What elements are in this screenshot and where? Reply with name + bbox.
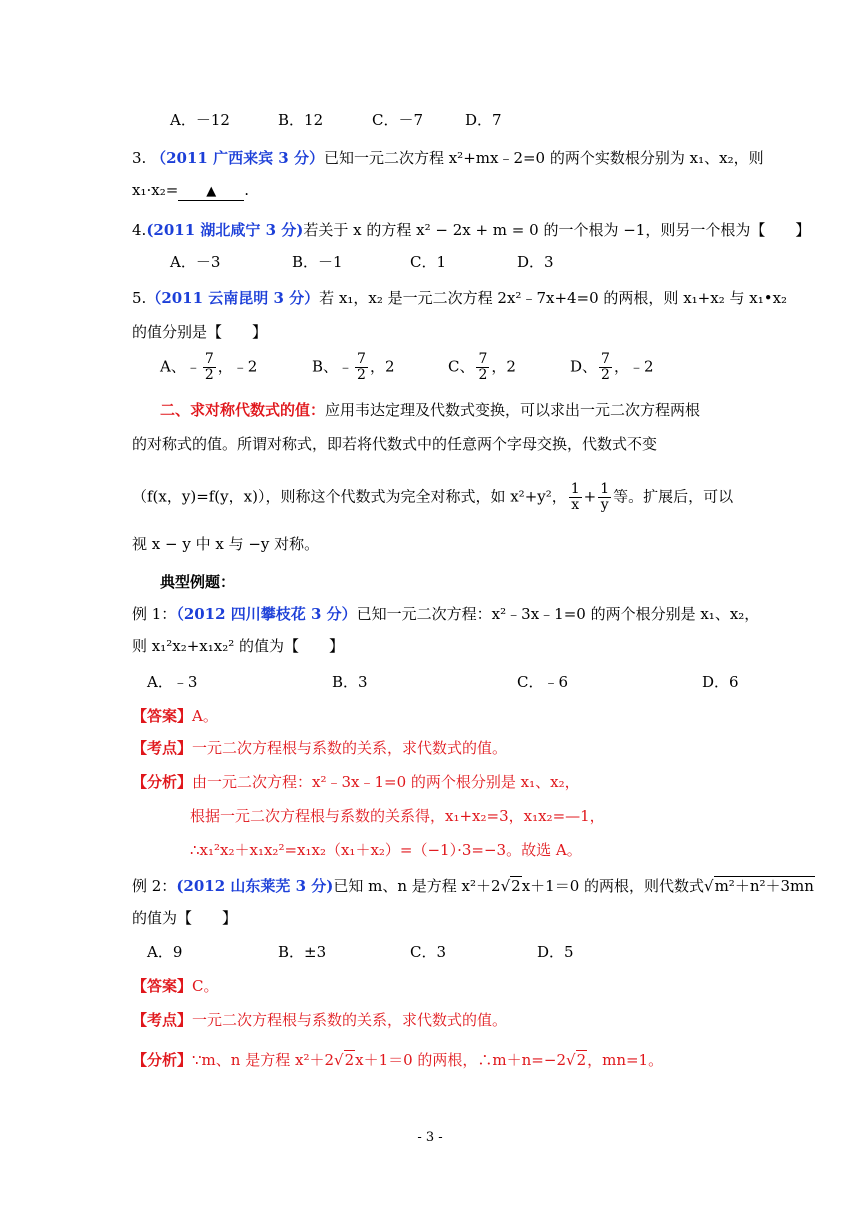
sqrt-radicand: 2 [576, 1051, 587, 1069]
ex1-analysis [132, 772, 580, 792]
answer-tag: 【答案】 [132, 977, 193, 995]
sqrt-sign: √ [334, 1051, 344, 1069]
question-3 [132, 148, 764, 168]
answer-text: A。 [192, 707, 218, 725]
section-text: 应用韦达定理及代数式变换，可以求出一元二次方程两根 [325, 401, 701, 419]
analysis-text: ，mn=1。 [587, 1051, 664, 1069]
q2-option-b: B．12 [278, 111, 324, 129]
section-text: 等。扩展后，可以 [613, 487, 734, 506]
fraction-numerator: 7 [204, 351, 214, 367]
question-text: 若 x₁，x₂ 是一元二次方程 2x²﹣7x+4=0 的两根，则 x₁+x₂ 与 x₁•x₂ [319, 289, 788, 307]
question-text: x₁·x₂= [132, 181, 179, 199]
section-2-line3 [132, 482, 733, 513]
sqrt-radicand: 2 [511, 877, 521, 895]
ex1-analysis-line2: 根据一元二次方程根与系数的关系得，x₁+x₂=3，x₁x₂=—1， [190, 807, 605, 825]
fraction-denominator: 2 [204, 367, 214, 383]
ex2-option-a: A．9 [147, 943, 183, 961]
answer-text: C。 [192, 977, 219, 995]
example-source: （2012 四川攀枝花 3 分） [176, 605, 357, 623]
option-label: A、 [160, 357, 186, 376]
fraction-denominator: 2 [357, 367, 366, 383]
point-tag: 【考点】 [132, 739, 193, 757]
fraction-denominator: 2 [601, 367, 610, 383]
q4-option-d: D．3 [517, 253, 554, 271]
ex2-option-d: D．5 [537, 943, 574, 961]
fraction-numerator: 1 [570, 481, 580, 497]
question-3-line2 [132, 180, 249, 201]
example-2-line2: 的值为【 】 [132, 909, 238, 927]
ex2-option-b: B．±3 [278, 943, 327, 961]
example-text: x＋1＝0 的两根，则代数式 [521, 877, 705, 895]
fraction-numerator: 7 [357, 351, 366, 367]
analysis-text: x＋1＝0 的两根，∴m＋n=−2 [355, 1051, 566, 1069]
answer-tag: 【答案】 [132, 707, 193, 725]
ex1-option-b: B．3 [332, 673, 368, 691]
ex1-option-c: C．﹣6 [517, 673, 569, 691]
option-tail: ，2 [491, 357, 516, 376]
q2-option-a: A．－12 [170, 111, 230, 129]
question-4 [132, 220, 810, 240]
sqrt-radicand: 2 [344, 1051, 355, 1069]
example-1-line2: 则 x₁²x₂+x₁x₂² 的值为【 】 [132, 637, 345, 655]
example-text: 已知 m、n 是方程 x²＋2 [333, 877, 501, 895]
analysis-text: 由一元二次方程：x²﹣3x﹣1=0 的两个根分别是 x₁、x₂， [192, 773, 580, 791]
example-1 [132, 604, 759, 624]
q4-option-b: B．－1 [292, 253, 343, 271]
section-text: （f(x，y)=f(y，x)），则称这个代数式为完全对称式，如 x²+y²， [132, 487, 567, 506]
ex1-analysis-line3: ∴x₁²x₂＋x₁x₂²=x₁x₂（x₁＋x₂）=（−1）·3=−3。故选 A。 [190, 841, 582, 859]
fraction-numerator: 7 [478, 351, 488, 367]
fraction-1-over-x [569, 482, 582, 513]
plus-sign: + [583, 487, 597, 506]
q5-option-d [570, 352, 654, 383]
option-label: B、 [312, 357, 339, 376]
ex1-point [132, 738, 507, 758]
option-tail: ，﹣2 [613, 357, 654, 376]
option-sign: ﹣ [185, 357, 201, 376]
ex2-point [132, 1010, 507, 1030]
question-number: 4. [132, 221, 147, 239]
question-5 [132, 288, 787, 308]
question-source: (2011 湖北咸宁 3 分) [146, 221, 304, 239]
question-5-line2: 的值分别是【 】 [132, 323, 268, 341]
analysis-text: ∵m、n 是方程 x²＋2 [192, 1051, 334, 1069]
point-tag: 【考点】 [132, 1011, 193, 1029]
fraction-1-over-y [598, 482, 611, 513]
question-text: . [244, 181, 250, 199]
fraction [203, 352, 216, 383]
analysis-tag: 【分析】 [132, 773, 193, 791]
fraction-numerator: 7 [601, 351, 610, 367]
fraction [355, 352, 368, 383]
sqrt-sign: √ [500, 877, 511, 895]
option-tail: ，﹣2 [217, 357, 258, 376]
sqrt-radicand: m²＋n²＋3mn [714, 877, 814, 895]
examples-heading: 典型例题： [160, 573, 236, 591]
fraction-denominator: x [571, 497, 580, 513]
option-label: D、 [570, 357, 598, 376]
q5-option-c [448, 352, 516, 383]
q5-option-a [160, 352, 257, 383]
question-number: 5. [132, 289, 147, 307]
point-text: 一元二次方程根与系数的关系，求代数式的值。 [192, 739, 508, 757]
analysis-tag: 【分析】 [132, 1051, 193, 1069]
section-2-line2: 的对称式的值。所谓对称式，即若将代数式中的任意两个字母交换，代数式不变 [132, 435, 658, 453]
q2-option-c: C．－7 [372, 111, 424, 129]
ex1-option-d: D．6 [702, 673, 739, 691]
question-text: 若关于 x 的方程 x² − 2x + m = 0 的一个根为 −1，则另一个根为【 】 [303, 221, 811, 239]
q5-option-b [312, 352, 395, 383]
page-number: - 3 - [417, 1130, 443, 1145]
question-source: （2011 云南昆明 3 分） [146, 289, 320, 307]
sqrt-sign: √ [704, 877, 714, 895]
fraction-denominator: 2 [478, 367, 488, 383]
option-tail: ，2 [369, 357, 395, 376]
fraction-numerator: 1 [600, 481, 610, 497]
point-text: 一元二次方程根与系数的关系，求代数式的值。 [192, 1011, 508, 1029]
sqrt-sign: √ [566, 1051, 576, 1069]
example-label: 例 2： [132, 877, 177, 895]
question-text: 已知一元二次方程 x²+mx﹣2=0 的两个实数根分别为 x₁、x₂，则 [323, 149, 764, 167]
q4-option-a: A．－3 [170, 253, 221, 271]
fraction-denominator: y [600, 497, 609, 513]
fraction [476, 352, 489, 383]
ex1-option-a: A．﹣3 [147, 673, 198, 691]
option-label: C、 [448, 357, 475, 376]
example-label: 例 1： [132, 605, 177, 623]
q2-option-d: D．7 [465, 111, 502, 129]
ex1-answer [132, 706, 218, 726]
q4-option-c: C．1 [410, 253, 447, 271]
example-text: 已知一元二次方程：x²﹣3x﹣1=0 的两个根分别是 x₁、x₂， [356, 605, 760, 623]
question-source: （2011 广西来宾 3 分） [151, 149, 324, 167]
example-source: (2012 山东莱芜 3 分) [176, 877, 334, 895]
section-2-line4: 视 x − y 中 x 与 −y 对称。 [132, 535, 320, 553]
option-sign: ﹣ [338, 357, 354, 376]
section-heading: 二、求对称代数式的值： [160, 401, 326, 419]
ex2-analysis [132, 1050, 663, 1070]
example-2 [132, 876, 815, 896]
question-number: 3. [132, 149, 147, 167]
answer-blank: ▲ [178, 184, 244, 201]
ex2-answer [132, 976, 219, 996]
ex2-option-c: C．3 [410, 943, 447, 961]
section-2-line1 [160, 400, 700, 420]
fraction [599, 352, 612, 383]
